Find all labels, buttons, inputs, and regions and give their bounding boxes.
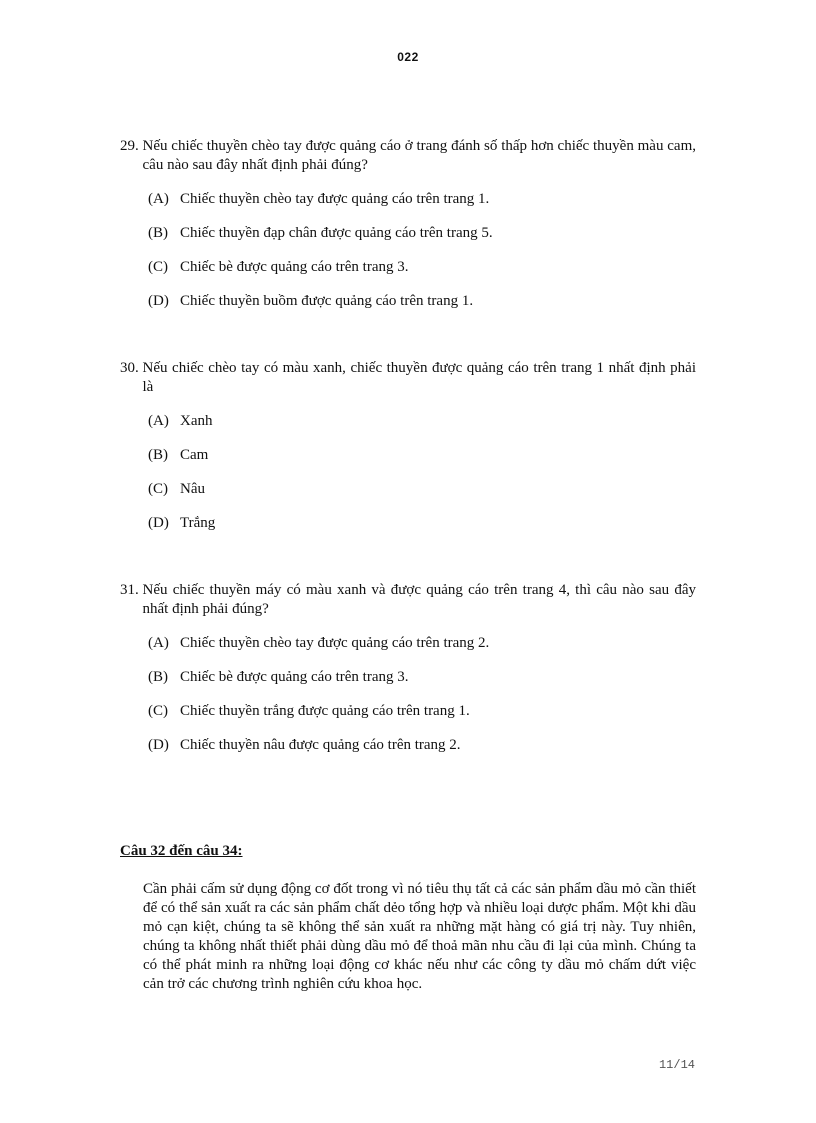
option-letter: (B) xyxy=(148,447,168,463)
option-a xyxy=(148,190,696,209)
question-text: Nếu chiếc thuyền chèo tay được quảng cáo ở trang đánh số thấp hơn chiếc thuyền màu cam, câu nào sau đây nhất định phải đúng? xyxy=(142,138,696,173)
option-c xyxy=(148,480,696,499)
question-30 xyxy=(120,359,696,548)
option-letter: (B) xyxy=(148,669,168,685)
option-b xyxy=(148,224,696,243)
question-stem xyxy=(120,359,696,397)
option-text: Xanh xyxy=(180,413,213,429)
option-letter: (D) xyxy=(148,737,169,753)
option-letter: (C) xyxy=(148,703,168,719)
question-number: 31. xyxy=(120,582,143,598)
section-title: Câu 32 đến câu 34: xyxy=(120,843,243,859)
option-text: Nâu xyxy=(180,481,205,497)
page-number: 11/14 xyxy=(658,1058,695,1072)
option-letter: (C) xyxy=(148,259,168,275)
option-letter: (D) xyxy=(148,515,169,531)
option-d xyxy=(148,514,696,533)
answer-options xyxy=(120,412,696,533)
page-code: 022 xyxy=(397,50,419,64)
option-letter: (C) xyxy=(148,481,168,497)
option-text: Chiếc bè được quảng cáo trên trang 3. xyxy=(180,259,409,275)
option-c xyxy=(148,258,696,277)
option-letter: (A) xyxy=(148,635,169,651)
option-c xyxy=(148,702,696,721)
question-number: 30. xyxy=(120,360,143,376)
option-text: Trắng xyxy=(180,515,216,531)
option-text: Chiếc bè được quảng cáo trên trang 3. xyxy=(180,669,409,685)
option-a xyxy=(148,634,696,653)
option-b xyxy=(148,668,696,687)
option-text: Cam xyxy=(180,447,209,463)
option-text: Chiếc thuyền đạp chân được quảng cáo trên trang 5. xyxy=(180,225,493,241)
question-number: 29. xyxy=(120,138,143,154)
answer-options xyxy=(120,190,696,311)
option-letter: (A) xyxy=(148,191,169,207)
option-letter: (D) xyxy=(148,293,169,309)
question-31 xyxy=(120,581,696,770)
option-d xyxy=(148,292,696,311)
option-text: Chiếc thuyền buồm được quảng cáo trên trang 1. xyxy=(180,293,474,309)
option-b xyxy=(148,446,696,465)
reading-passage: Cần phải cấm sử dụng động cơ đốt trong vì nó tiêu thụ tất cả các sản phẩm dầu mỏ cần thiết để có thể sản xuất ra các sản phẩm chất dẻo tổng hợp và nhiều loại dược phẩm. Một khi dầu mỏ cạn kiệt, chúng ta sẽ không thể sản xuất ra những mặt hàng có giá trị này. Tuy nhiên, chúng ta không nhất thiết phải dùng dầu mỏ để thoả mãn nhu cầu đi lại của mình. Chúng ta có thể phát minh ra những loại động cơ khác nếu như các công ty dầu mỏ chấm dứt việc cản trở các chương trình nghiên cứu khoa học. xyxy=(143,881,696,992)
option-text: Chiếc thuyền nâu được quảng cáo trên trang 2. xyxy=(180,737,461,753)
option-text: Chiếc thuyền chèo tay được quảng cáo trên trang 2. xyxy=(180,635,490,651)
question-text: Nếu chiếc thuyền máy có màu xanh và được quảng cáo trên trang 4, thì câu nào sau đây nhất định phải đúng? xyxy=(142,582,696,617)
option-a xyxy=(148,412,696,431)
question-stem xyxy=(120,137,696,175)
option-text: Chiếc thuyền trắng được quảng cáo trên trang 1. xyxy=(180,703,470,719)
option-letter: (A) xyxy=(148,413,169,429)
option-letter: (B) xyxy=(148,225,168,241)
option-text: Chiếc thuyền chèo tay được quảng cáo trên trang 1. xyxy=(180,191,490,207)
option-d xyxy=(148,736,696,755)
question-stem xyxy=(120,581,696,619)
question-text: Nếu chiếc chèo tay có màu xanh, chiếc thuyền được quảng cáo trên trang 1 nhất định phải là xyxy=(142,360,696,395)
question-29 xyxy=(120,137,696,326)
answer-options xyxy=(120,634,696,755)
